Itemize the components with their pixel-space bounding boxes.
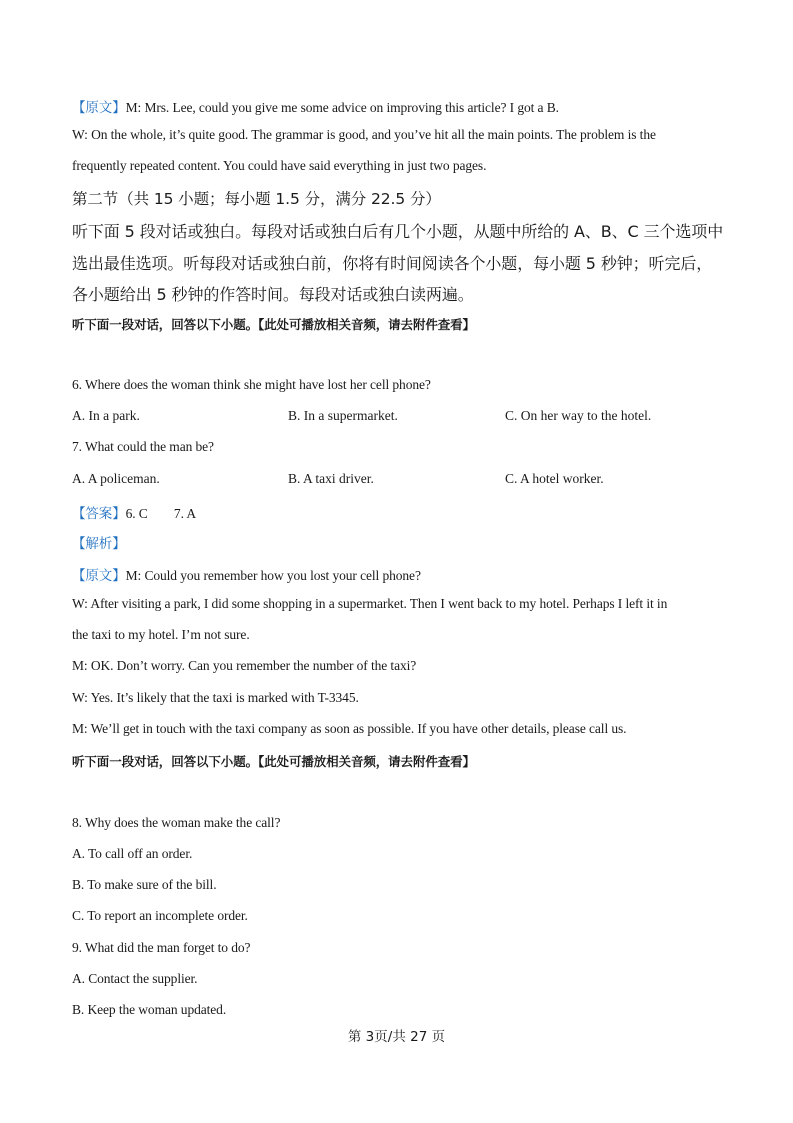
answer-line bbox=[72, 502, 196, 522]
original-text-tag-2: 【原文】 bbox=[72, 568, 126, 584]
question-9-option-a: A. Contact the supplier. bbox=[72, 971, 198, 986]
passage2-line4: M: OK. Don’t worry. Can you remember the number of the taxi? bbox=[72, 658, 417, 673]
question-6-option-b: B. In a supermarket. bbox=[288, 408, 398, 423]
section-instruction-1: 听下面 5 段对话或独白。每段对话或独白后有几个小题，从题中所给的 A、B、C 三个选项中 bbox=[72, 222, 724, 241]
question-7-stem: 7. What could the man be? bbox=[72, 439, 214, 454]
original-text-tag: 【原文】 bbox=[72, 100, 126, 116]
question-9-stem: 9. What did the man forget to do? bbox=[72, 940, 251, 955]
passage2-line2: W: After visiting a park, I did some shopping in a supermarket. Then I went back to my hotel. Perhaps I left it in bbox=[72, 596, 668, 611]
passage2-line3: the taxi to my hotel. I’m not sure. bbox=[72, 627, 250, 642]
passage1-line3: frequently repeated content. You could have said everything in just two pages. bbox=[72, 158, 487, 173]
passage2-line1-text: M: Could you remember how you lost your cell phone? bbox=[125, 568, 421, 583]
page-footer: 第 3页/共 27 页 bbox=[347, 1029, 446, 1045]
listening-note-1: 听下面一段对话，回答以下小题。【此处可播放相关音频，请去附件查看】 bbox=[72, 317, 475, 332]
answer-text: 6. C 7. A bbox=[125, 506, 197, 521]
question-7-option-c: C. A hotel worker. bbox=[505, 471, 604, 486]
passage1-line1-text: M: Mrs. Lee, could you give me some advice on improving this article? I got a B. bbox=[125, 100, 559, 115]
section-instruction-2: 选出最佳选项。听每段对话或独白前，你将有时间阅读各个小题，每小题 5 秒钟；听完后， bbox=[72, 254, 713, 273]
question-7-option-b: B. A taxi driver. bbox=[288, 471, 374, 486]
section-instruction-3: 各小题给出 5 秒钟的作答时间。每段对话或独白读两遍。 bbox=[72, 285, 474, 304]
question-6-stem: 6. Where does the woman think she might have lost her cell phone? bbox=[72, 377, 431, 392]
passage1-line2: W: On the whole, it’s quite good. The grammar is good, and you’ve hit all the main points. The problem is the bbox=[72, 127, 656, 142]
passage2-line6: M: We’ll get in touch with the taxi company as soon as possible. If you have other details, please call us. bbox=[72, 721, 627, 736]
question-8-option-a: A. To call off an order. bbox=[72, 846, 193, 861]
passage1-line1 bbox=[72, 96, 559, 116]
analysis-tag: 【解析】 bbox=[72, 536, 126, 552]
question-6-option-c: C. On her way to the hotel. bbox=[505, 408, 652, 423]
passage2-line1 bbox=[72, 564, 421, 584]
question-8-stem: 8. Why does the woman make the call? bbox=[72, 815, 281, 830]
question-8-option-b: B. To make sure of the bill. bbox=[72, 877, 217, 892]
answer-tag: 【答案】 bbox=[72, 506, 126, 522]
question-6-option-a: A. In a park. bbox=[72, 408, 140, 423]
question-8-option-c: C. To report an incomplete order. bbox=[72, 908, 248, 923]
listening-note-2: 听下面一段对话，回答以下小题。【此处可播放相关音频，请去附件查看】 bbox=[72, 754, 475, 769]
section-title: 第二节（共 15 小题；每小题 1.5 分，满分 22.5 分） bbox=[72, 190, 441, 208]
passage2-line5: W: Yes. It’s likely that the taxi is marked with T-3345. bbox=[72, 690, 359, 705]
question-7-option-a: A. A policeman. bbox=[72, 471, 160, 486]
question-9-option-b: B. Keep the woman updated. bbox=[72, 1002, 227, 1017]
